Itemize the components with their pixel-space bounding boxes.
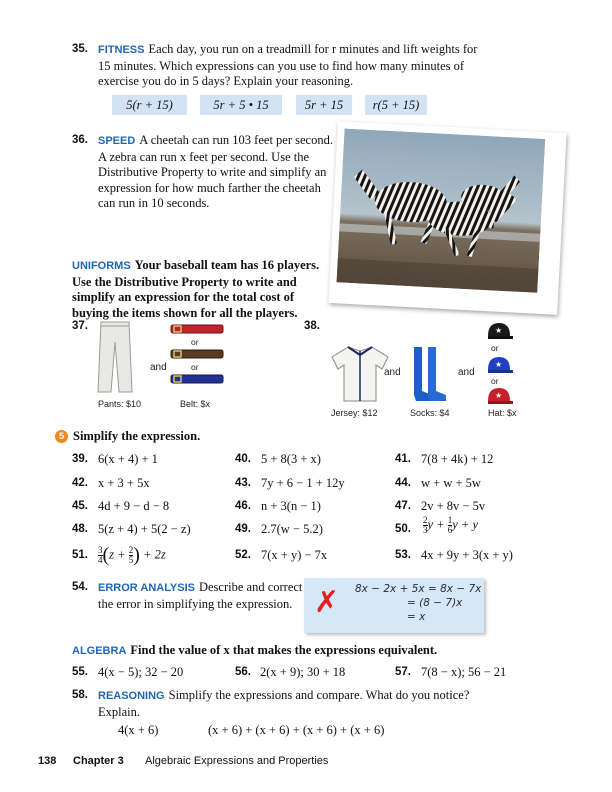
exercise-37-number: 37. bbox=[72, 320, 88, 332]
exercise-56-expr: 2(x + 9); 30 + 18 bbox=[260, 665, 346, 679]
exercise-36-number: 36. bbox=[72, 134, 88, 146]
pants-price: Pants: $10 bbox=[98, 399, 142, 409]
exercise-58-number: 58. bbox=[72, 689, 88, 701]
exercise-43-expr: 7y + 6 − 1 + 12y bbox=[261, 476, 345, 490]
exercise-49-number: 49. bbox=[235, 523, 251, 535]
svg-text:★: ★ bbox=[495, 391, 503, 400]
uniforms-intro: UNIFORMS Your baseball team has 16 players. Use the Distributive Property to write and simplify an expression for the total cost of buying the items shown for all the players. bbox=[72, 258, 320, 320]
exercise-40-expr: 5 + 8(3 + x) bbox=[261, 452, 321, 466]
belt-brown-icon bbox=[170, 348, 224, 360]
hat-red-icon bbox=[484, 385, 514, 407]
and-37: and bbox=[150, 362, 167, 373]
exercise-42-number: 42. bbox=[72, 477, 88, 489]
option-1: 5(r + 15) bbox=[112, 95, 187, 115]
fitness-keyword: FITNESS bbox=[98, 44, 145, 56]
chapter-title: Algebraic Expressions and Properties bbox=[145, 755, 329, 767]
exercise-51-number: 51. bbox=[72, 549, 88, 561]
exercise-46-number: 46. bbox=[235, 500, 251, 512]
belt-red-icon bbox=[170, 323, 224, 335]
page-number: 138 bbox=[38, 755, 57, 767]
exercise-43-number: 43. bbox=[235, 477, 251, 489]
exercise-58-text: REASONING Simplify the expressions and compare. What do you notice? Explain. bbox=[98, 688, 470, 719]
exercise-48-number: 48. bbox=[72, 523, 88, 535]
and-38-2: and bbox=[458, 367, 475, 378]
exercise-58-expr-1: 4(x + 6) bbox=[118, 723, 159, 737]
option-4: r(5 + 15) bbox=[365, 95, 427, 115]
exercise-55-expr: 4(x − 5); 32 − 20 bbox=[98, 665, 184, 679]
exercise-45-number: 45. bbox=[72, 500, 88, 512]
fraction-2-5: $\frac{2}{5}$ bbox=[128, 545, 134, 565]
exercise-44-expr: w + w + 5w bbox=[421, 476, 481, 490]
zebra-photo bbox=[328, 121, 566, 315]
section-badge: 5 bbox=[55, 430, 68, 443]
socks-price: Socks: $4 bbox=[410, 408, 450, 418]
exercise-54-number: 54. bbox=[72, 581, 88, 593]
error-analysis-keyword: ERROR ANALYSIS bbox=[98, 582, 195, 594]
exercise-40-number: 40. bbox=[235, 453, 251, 465]
chapter-label: Chapter 3 bbox=[73, 755, 124, 767]
exercise-50-number: 50. bbox=[395, 523, 411, 535]
exercise-41-expr: 7(8 + 4k) + 12 bbox=[421, 452, 494, 466]
exercise-46-expr: n + 3(n − 1) bbox=[261, 499, 321, 513]
fraction-1-6: $\frac{1}{6}$ bbox=[447, 515, 453, 535]
exercise-53-number: 53. bbox=[395, 549, 411, 561]
zebra-image bbox=[336, 128, 545, 292]
exercise-41-number: 41. bbox=[395, 453, 411, 465]
belt-blue-icon bbox=[170, 373, 224, 385]
section-title: Simplify the expression. bbox=[73, 429, 201, 443]
option-3: 5r + 15 bbox=[296, 95, 352, 115]
exercise-58-expr-2: (x + 6) + (x + 6) + (x + 6) + (x + 6) bbox=[208, 723, 385, 737]
hat-price: Hat: $x bbox=[488, 408, 517, 418]
or-38-2: or bbox=[491, 376, 499, 386]
algebra-keyword: ALGEBRA bbox=[72, 645, 127, 657]
exercise-50-expr: $\frac{2}{3}$ y + $\frac{1}{6}$ y + y bbox=[423, 515, 479, 535]
fraction-2-3: $\frac{2}{3}$ bbox=[423, 515, 428, 535]
exercise-36-text: SPEED A cheetah can run 103 feet per second. A zebra can run x feet per second. Use the Distributive Property to write and simplify an expression for how much farther the cheetah can run in 10 seconds. bbox=[98, 133, 333, 210]
and-38-1: and bbox=[384, 367, 401, 378]
exercise-39-expr: 6(x + 4) + 1 bbox=[98, 452, 158, 466]
exercise-51-expr: $\frac{3}{4}$ (z + $\frac{2}{5}$ ) + 2z bbox=[98, 544, 166, 566]
exercise-52-expr: 7(x + y) − 7x bbox=[261, 548, 328, 562]
hat-blue-icon bbox=[484, 354, 514, 376]
exercise-45-expr: 4d + 9 − d − 8 bbox=[98, 499, 170, 513]
algebra-heading: ALGEBRA Find the value of x that makes the expressions equivalent. bbox=[72, 643, 438, 657]
jersey-icon bbox=[330, 345, 390, 403]
jersey-price: Jersey: $12 bbox=[331, 408, 378, 418]
exercise-42-expr: x + 3 + 5x bbox=[98, 476, 150, 490]
belt-price: Belt: $x bbox=[180, 399, 211, 409]
exercise-38-number: 38. bbox=[304, 320, 320, 332]
exercise-57-expr: 7(8 − x); 56 − 21 bbox=[421, 665, 507, 679]
reasoning-keyword: REASONING bbox=[98, 690, 165, 702]
svg-text:★: ★ bbox=[495, 326, 503, 335]
exercise-55-number: 55. bbox=[72, 666, 88, 678]
exercise-39-number: 39. bbox=[72, 453, 88, 465]
error-work: 8x − 2x + 5x = 8x − 7x = (8 − 7)x = x bbox=[355, 583, 482, 623]
option-2: 5r + 5 • 15 bbox=[200, 95, 282, 115]
socks-icon bbox=[408, 345, 448, 403]
exercise-35-number: 35. bbox=[72, 43, 88, 55]
or-38-1: or bbox=[491, 343, 499, 353]
exercise-54-text: ERROR ANALYSIS Describe and correct the error in simplifying the expression. bbox=[98, 580, 303, 611]
exercise-47-expr: 2v + 8v − 5v bbox=[421, 499, 486, 513]
exercise-56-number: 56. bbox=[235, 666, 251, 678]
speed-keyword: SPEED bbox=[98, 135, 136, 147]
exercise-48-expr: 5(z + 4) + 5(2 − z) bbox=[98, 522, 191, 536]
svg-text:★: ★ bbox=[495, 360, 503, 369]
exercise-44-number: 44. bbox=[395, 477, 411, 489]
or-37-1: or bbox=[191, 337, 199, 347]
exercise-49-expr: 2.7(w − 5.2) bbox=[261, 522, 323, 536]
or-37-2: or bbox=[191, 362, 199, 372]
exercise-52-number: 52. bbox=[235, 549, 251, 561]
fraction-3-4: $\frac{3}{4}$ bbox=[98, 545, 103, 565]
pants-icon bbox=[95, 320, 135, 395]
exercise-47-number: 47. bbox=[395, 500, 411, 512]
exercise-53-expr: 4x + 9y + 3(x + y) bbox=[421, 548, 513, 562]
uniforms-keyword: UNIFORMS bbox=[72, 260, 131, 272]
exercise-35-text: FITNESS Each day, you run on a treadmill for r minutes and lift weights for 15 minutes. Which expressions can you use to find how many minutes of exercise you do in 5 days? Explain your reasoning. bbox=[98, 42, 478, 88]
exercise-57-number: 57. bbox=[395, 666, 411, 678]
hat-black-icon bbox=[484, 320, 514, 342]
error-x-icon: ✗ bbox=[314, 585, 340, 620]
